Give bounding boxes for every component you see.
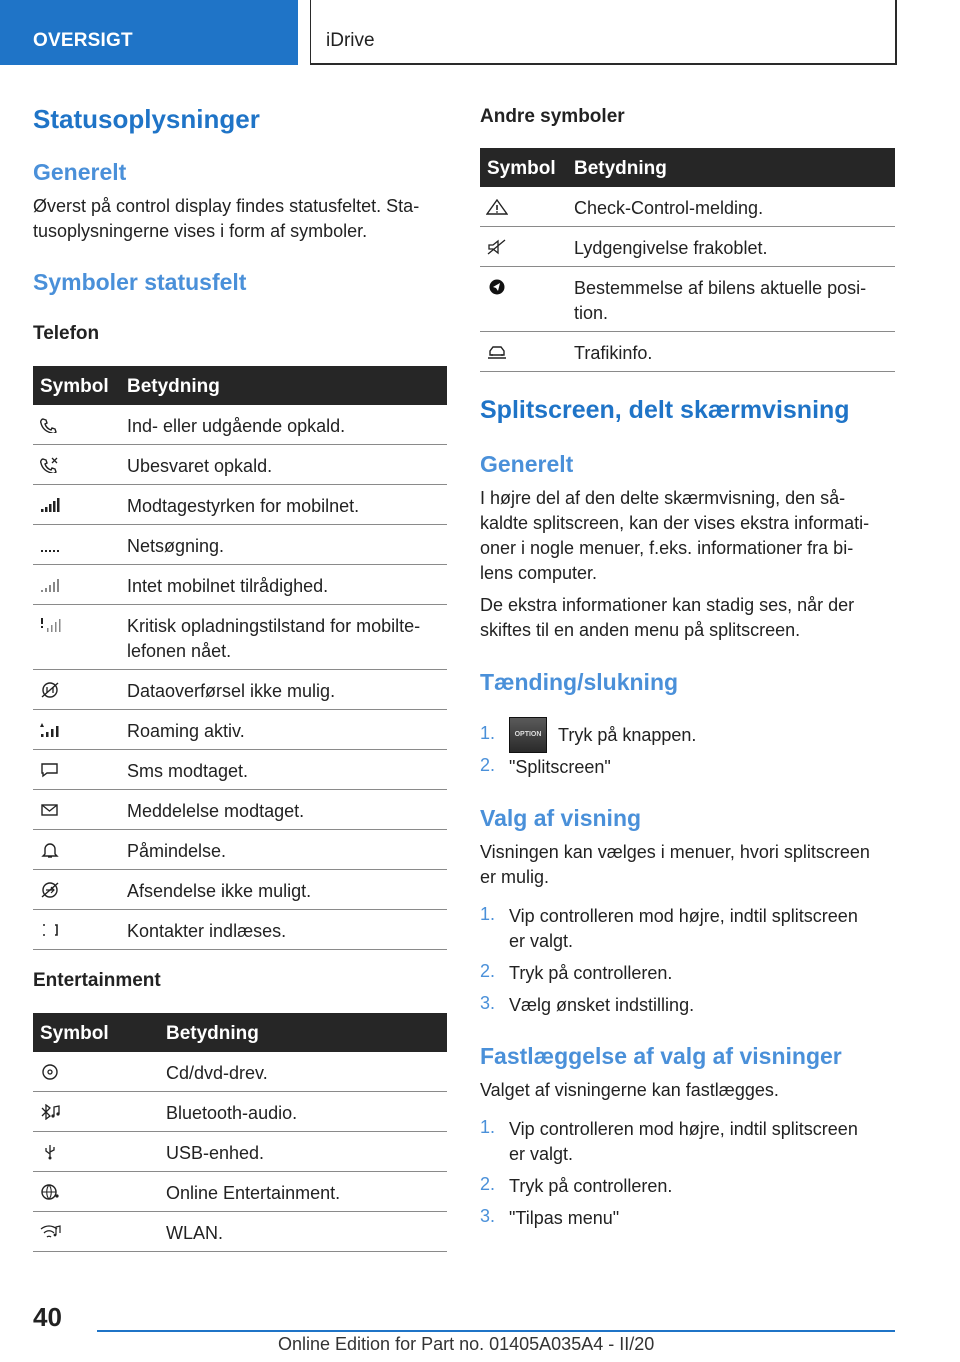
row-text-line: Lydgengivelse frakoblet. [574, 238, 768, 258]
taend-heading: Tænding/slukning [480, 669, 679, 695]
usb-icon [39, 1144, 61, 1160]
header-symbol: Symbol [40, 1023, 109, 1044]
row-meaning [127, 839, 226, 864]
page-title: Statusoplysninger [33, 104, 260, 134]
row-text-line: USB-enhed. [166, 1143, 265, 1163]
valg-text [480, 840, 895, 890]
row-text-line: Påmindelse. [127, 841, 227, 861]
fast-text: Valget af visningerne kan fastlægges. [480, 1080, 779, 1100]
row-text-line: Netsøgning. [127, 536, 225, 556]
step-number: 2. [480, 961, 496, 981]
roaming-icon [39, 722, 61, 738]
row-meaning [574, 341, 652, 366]
list-item [480, 961, 895, 993]
sms-icon [39, 762, 61, 778]
table-row [33, 1052, 447, 1092]
row-meaning [574, 236, 767, 261]
table-row [480, 267, 895, 332]
network-search-icon [39, 537, 61, 553]
row-text-line: Ind- eller udgående opkald. [127, 416, 346, 436]
entertainment-table [33, 1013, 447, 1252]
row-text-line: Trafikinfo. [574, 343, 653, 363]
step-number: 1. [480, 1117, 496, 1137]
row-text-line: Online Entertainment. [166, 1183, 341, 1203]
step-text [509, 904, 858, 954]
step-text-line: Vip controlleren mod højre, indtil splitscreen [509, 1119, 858, 1139]
row-text-line: Afsendelse ikke muligt. [127, 881, 312, 901]
step-text [509, 1206, 619, 1231]
table-header [480, 148, 895, 187]
step-text-line: er valgt. [509, 931, 574, 951]
table-header [33, 1013, 447, 1052]
table-row [480, 187, 895, 227]
row-text-line: tion. [574, 303, 609, 323]
list-item [480, 1117, 895, 1174]
row-text-line: Bestemmelse af bilens aktuelle posi‐ [574, 278, 867, 298]
page-number: 40 [33, 1302, 62, 1332]
step-text: "Splitscreen" [509, 757, 611, 777]
bluetooth-audio-icon [39, 1104, 61, 1120]
list-item [480, 904, 895, 961]
table-header [33, 366, 447, 405]
row-text-line: Kritisk opladningstilstand for mobilte‐ [127, 616, 421, 636]
table-row [33, 670, 447, 710]
step-number: 1. [480, 723, 496, 743]
step-text-line: Tryk på controlleren. [509, 963, 673, 983]
low-battery-icon [39, 617, 61, 633]
mail-icon [39, 802, 61, 818]
row-meaning [127, 759, 248, 784]
table-row [33, 605, 447, 670]
generelt-heading: Generelt [33, 159, 127, 185]
text-line: I højre del af den delte skærmvisning, den så‐ [480, 488, 846, 508]
row-meaning [574, 196, 763, 221]
row-text-line: Sms modtaget. [127, 761, 249, 781]
row-text-line: Kontakter indlæses. [127, 921, 287, 941]
row-meaning [127, 494, 359, 519]
text-line: lens computer. [480, 563, 598, 583]
online-entertainment-icon [39, 1184, 61, 1200]
row-meaning [127, 919, 286, 944]
row-text-line: Meddelelse modtaget. [127, 801, 305, 821]
text-line: oner i nogle menuer, f.eks. informationer fra bi‐ [480, 538, 854, 558]
step-text-line: er valgt. [509, 1144, 574, 1164]
fast-steps [480, 1117, 895, 1238]
row-meaning [127, 799, 304, 824]
header-betydning: Betydning [574, 158, 667, 179]
list-item [480, 723, 895, 755]
chapter-title: iDrive [326, 30, 375, 51]
table-row [33, 830, 447, 870]
andre-table [480, 148, 895, 372]
entertainment-heading: Entertainment [33, 970, 161, 991]
row-meaning [166, 1101, 297, 1126]
telefon-table [33, 366, 447, 950]
table-row [33, 910, 447, 950]
row-meaning [127, 679, 335, 704]
table-row [480, 332, 895, 372]
footer-edition: Online Edition for Part no. 01405A035A4 - II/20 [278, 1334, 655, 1354]
warning-icon [486, 199, 508, 215]
row-text-line: Cd/dvd-drev. [166, 1063, 268, 1083]
chapter-tab [310, 0, 897, 65]
header-betydning: Betydning [127, 376, 220, 397]
text-line: tusoplysningerne vises i form af symboler. [33, 221, 368, 241]
table-row [33, 1132, 447, 1172]
list-item [480, 1206, 895, 1238]
row-meaning [127, 534, 224, 559]
row-text-line: Check-Control-melding. [574, 198, 764, 218]
table-row [33, 1172, 447, 1212]
row-meaning [127, 614, 420, 664]
row-meaning [127, 414, 345, 439]
row-text-line: Bluetooth-audio. [166, 1103, 298, 1123]
missed-call-icon [39, 457, 61, 473]
step-text [509, 961, 672, 986]
table-row [33, 565, 447, 605]
step-text [509, 1174, 672, 1199]
valg-heading: Valg af visning [480, 805, 642, 831]
step-text-line: "Tilpas menu" [509, 1208, 620, 1228]
table-row [33, 1092, 447, 1132]
row-meaning [166, 1141, 264, 1166]
header-symbol: Symbol [40, 376, 109, 397]
table-row [33, 445, 447, 485]
row-meaning [574, 276, 866, 326]
text-line: er mulig. [480, 867, 550, 887]
bell-icon [39, 842, 61, 858]
no-signal-icon [39, 577, 61, 593]
traffic-icon [486, 344, 508, 360]
table-row [33, 525, 447, 565]
table-row [33, 485, 447, 525]
row-text-line: WLAN. [166, 1223, 224, 1243]
row-meaning [127, 879, 311, 904]
section-tab [0, 0, 298, 65]
split-paragraph-2 [480, 593, 895, 643]
row-meaning [166, 1181, 340, 1206]
contacts-loading-icon [39, 922, 61, 938]
row-meaning [127, 454, 272, 479]
table-row [33, 405, 447, 445]
row-text-line: Intet mobilnet tilrådighed. [127, 576, 329, 596]
andre-heading: Andre symboler [480, 106, 625, 127]
split-title: Splitscreen, delt skærmvisning [480, 396, 850, 424]
row-meaning [166, 1061, 268, 1086]
step-number: 2. [480, 755, 496, 775]
step-number: 2. [480, 1174, 496, 1194]
text-line: Øverst på control display findes statusfeltet. Sta‐ [33, 196, 420, 216]
no-data-icon [39, 682, 61, 698]
option-button-icon: OPTION [509, 717, 547, 753]
wlan-icon [39, 1224, 61, 1240]
row-text-line: lefonen nået. [127, 641, 232, 661]
row-text-line: Ubesvaret opkald. [127, 456, 273, 476]
footer-divider [97, 1330, 895, 1332]
row-text-line: Dataoverførsel ikke mulig. [127, 681, 336, 701]
header-symbol: Symbol [487, 158, 556, 179]
header-betydning: Betydning [166, 1023, 259, 1044]
row-meaning [127, 719, 245, 744]
signal-strength-icon [39, 497, 61, 513]
telefon-heading: Telefon [33, 323, 100, 344]
text-line: skiftes til en anden menu på splitscreen. [480, 620, 801, 640]
section-title: OVERSIGT [33, 30, 133, 51]
table-row [33, 710, 447, 750]
step-text-line: Tryk på controlleren. [509, 1176, 673, 1196]
valg-steps [480, 904, 895, 1025]
text-line: Visningen kan vælges i menuer, hvori splitscreen [480, 842, 870, 862]
step-text [509, 1117, 858, 1167]
row-meaning [127, 574, 328, 599]
row-meaning [166, 1221, 223, 1246]
step-text: Tryk på knappen. [558, 725, 697, 745]
table-row [33, 1212, 447, 1252]
generelt-text [33, 194, 447, 244]
list-item [480, 993, 895, 1025]
row-text-line: Roaming aktiv. [127, 721, 245, 741]
position-icon [486, 279, 508, 295]
split-paragraph-1 [480, 486, 895, 586]
send-failed-icon [39, 882, 61, 898]
step-number: 1. [480, 904, 496, 924]
table-row [480, 227, 895, 267]
row-text-line: Modtagestyrken for mobilnet. [127, 496, 360, 516]
symboler-heading: Symboler statusfelt [33, 269, 247, 295]
fast-heading: Fastlæggelse af valg af visninger [480, 1043, 842, 1069]
table-row [33, 790, 447, 830]
list-item [480, 1174, 895, 1206]
disc-icon [39, 1064, 61, 1080]
mute-icon [486, 239, 508, 255]
split-generelt-heading: Generelt [480, 451, 574, 477]
text-line: kaldte splitscreen, kan der vises ekstra informati‐ [480, 513, 870, 533]
table-row [33, 870, 447, 910]
taend-steps [480, 723, 895, 787]
text-line: De ekstra informationer kan stadig ses, når der [480, 595, 855, 615]
table-row [33, 750, 447, 790]
list-item [480, 755, 895, 787]
step-text-line: Vælg ønsket indstilling. [509, 995, 695, 1015]
step-text [509, 993, 694, 1018]
step-text-line: Vip controlleren mod højre, indtil splitscreen [509, 906, 858, 926]
step-number: 3. [480, 993, 496, 1013]
phone-call-icon [39, 417, 61, 433]
step-number: 3. [480, 1206, 496, 1226]
